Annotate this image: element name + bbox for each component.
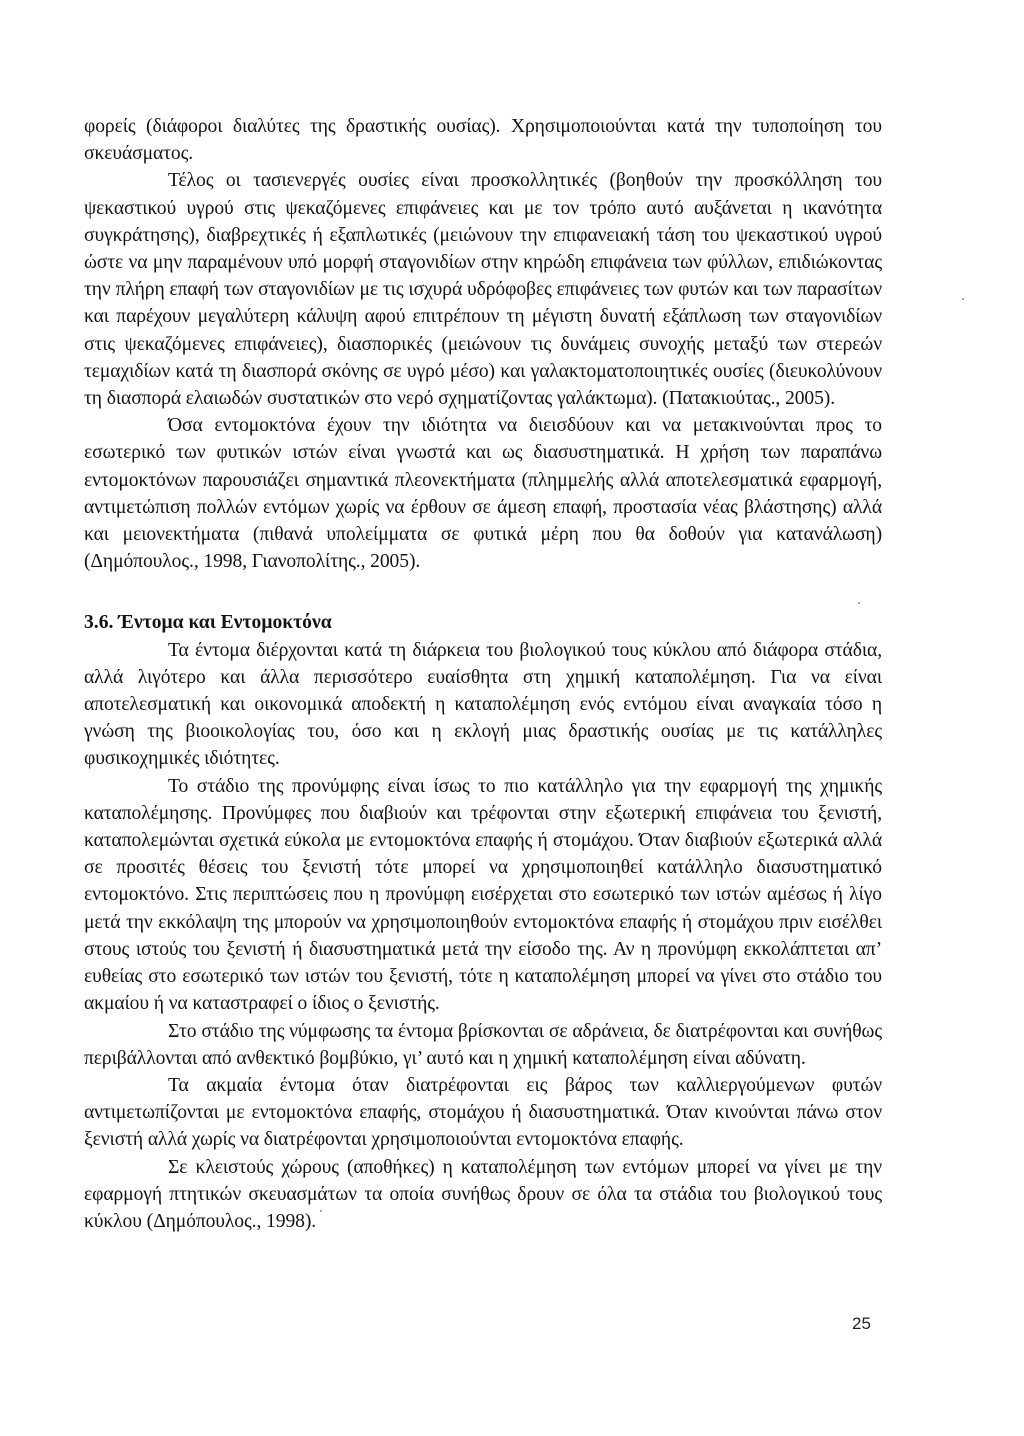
paragraph-adult-stage: Τα ακμαία έντομα όταν διατρέφονται εις βάρος των καλλιεργούμενων φυτών αντιμετωπίζονται με εντομοκτόνα επαφής, στομάχου ή διασυστηματικά. Όταν κινούνται πάνω στον ξενιστή αλλά χωρίς να διατρέφονται χρησιμοποιούνται εντομοκτόνα επαφής. bbox=[84, 1074, 882, 1151]
scan-speck bbox=[962, 298, 964, 300]
paragraph-surfactants: Τέλος οι τασιενεργές ουσίες είναι προσκολλητικές (βοηθούν την προσκόλληση του ψεκαστικού υγρού στις ψεκαζόμενες επιφάνειες και με τον τρόπο αυτό αυξάνεται η ικανότητα συγκράτησης), διαβρεχτικές ή εξαπλωτικές (μειώνουν την επιφανειακή τάση του ψεκαστικού υγρού ώστε να μην παραμένουν υπό μορφή σταγονιδίων στην κηρώδη επιφάνεια των φύλλων, επιδιώκοντας την πλήρη επαφή των σταγονιδίων με τις ισχυρά υδρόφοβες επιφάνειες των φυτών και των παρασίτων και παρέχουν μεγαλύτερη κάλυψη αφού επιτρέπουν τη μέγιστη δυνατή εξάπλωση των σταγονιδίων στις ψεκαζόμενες επιφάνειες), διασπορικές (μειώνουν τις δυνάμεις συνοχής μεταξύ των στερεών τεμαχιδίων κατά τη διασπορά σκόνης σε υγρό μέσο) και γαλακτοματοποιητικές ουσίες (διευκολύνουν τη διασπορά ελαιωδών συστατικών στο νερό σχηματίζοντας γαλάκτωμα). (Πατακιούτας., 2005). bbox=[84, 170, 882, 410]
scan-speck bbox=[320, 1210, 322, 1212]
paragraph-larva-stage: Το στάδιο της προνύμφης είναι ίσως το πιο κατάλληλο για την εφαρμογή της χημικής καταπολέμησης. Προνύμφες που διαβιούν και τρέφονται στην εξωτερική επιφάνεια του ξενιστή, καταπολεμώνται σχετικά εύκολα με εντομοκτόνα επαφής ή στομάχου. Όταν διαβιούν εξωτερικά αλλά σε προσιτές θέσεις του ξενιστή τότε μπορεί να χρησιμοποιηθεί κατάλληλο διασυστηματικό εντομοκτόνο. Στις περιπτώσεις που η προνύμφη εισέρχεται στο εσωτερικό των ιστών αμέσως ή λίγο μετά την εκκόλαψη της μπορούν να χρησιμοποιηθούν εντομοκτόνα επαφής ή στομάχου πριν εισέλθει στους ιστούς του ξενιστή ή διασυστηματικά μετά την είσοδο της. Αν η προνύμφη εκκολάπτεται απ’ ευθείας στο εσωτερικό των ιστών του ξενιστή, τότε η καταπολέμηση μπορεί να γίνει στο στάδιο του ακμαίου ή να καταστραφεί ο ίδιος ο ξενιστής. bbox=[84, 775, 882, 1015]
paragraph-systemic-insecticides: Όσα εντομοκτόνα έχουν την ιδιότητα να διεισδύουν και να μετακινούνται προς το εσωτερικό των φυτικών ιστών είναι γνωστά και ως διασυστηματικά. Η χρήση των παραπάνω εντομοκτόνων παρουσιάζει σημαντικά πλεονεκτήματα (πλημμελής αλλά αποτελεσματικά εφαρμογή, αντιμετώπιση πολλών εντόμων χωρίς να έρθουν σε άμεση επαφή, προστασία νέας βλάστησης) αλλά και μειονεκτήματα (πιθανά υπολείμματα σε φυτικά μέρη που θα δοθούν για κατανάλωση) (Δημόπουλος., 1998, Γιανοπολίτης., 2005). bbox=[84, 415, 882, 573]
document-page bbox=[84, 113, 882, 1235]
section-heading: 3.6. Έντομα και Εντομοκτόνα bbox=[84, 612, 332, 634]
scan-speck bbox=[858, 602, 860, 604]
paragraph-insect-stages: Τα έντομα διέρχονται κατά τη διάρκεια του βιολογικού τους κύκλου από διάφορα στάδια, αλλά λιγότερο και άλλα περισσότερο ευαίσθητα στη χημική καταπολέμηση. Για να είναι αποτελεσματική και οικονομικά αποδεκτή η καταπολέμηση ενός εντόμου είναι αναγκαία τόσο η γνώση της βιοοικολογίας του, όσο και η εκλογή μιας δραστικής ουσίας με τις κατάλληλες φυσικοχημικές ιδιότητες. bbox=[84, 639, 882, 770]
paragraph-pupa-stage: Στο στάδιο της νύμφωσης τα έντομα βρίσκονται σε αδράνεια, δε διατρέφονται και συνήθως περιβάλλονται από ανθεκτικό βομβύκιο, γι’ αυτό και η χημική καταπολέμηση είναι αδύνατη. bbox=[84, 1020, 882, 1069]
paragraph-closed-spaces: Σε κλειστούς χώρους (αποθήκες) η καταπολέμηση των εντόμων μπορεί να γίνει με την εφαρμογή πτητικών σκευασμάτων τα οποία συνήθως δρουν σε όλα τα στάδια του βιολογικού τους κύκλου (Δημόπουλος., 1998). bbox=[84, 1156, 882, 1232]
page-number: 25 bbox=[852, 1314, 871, 1333]
paragraph-continuation: φορείς (διάφοροι διαλύτες της δραστικής ουσίας). Χρησιμοποιούνται κατά την τυποποίηση του σκευάσματος. bbox=[84, 116, 882, 165]
